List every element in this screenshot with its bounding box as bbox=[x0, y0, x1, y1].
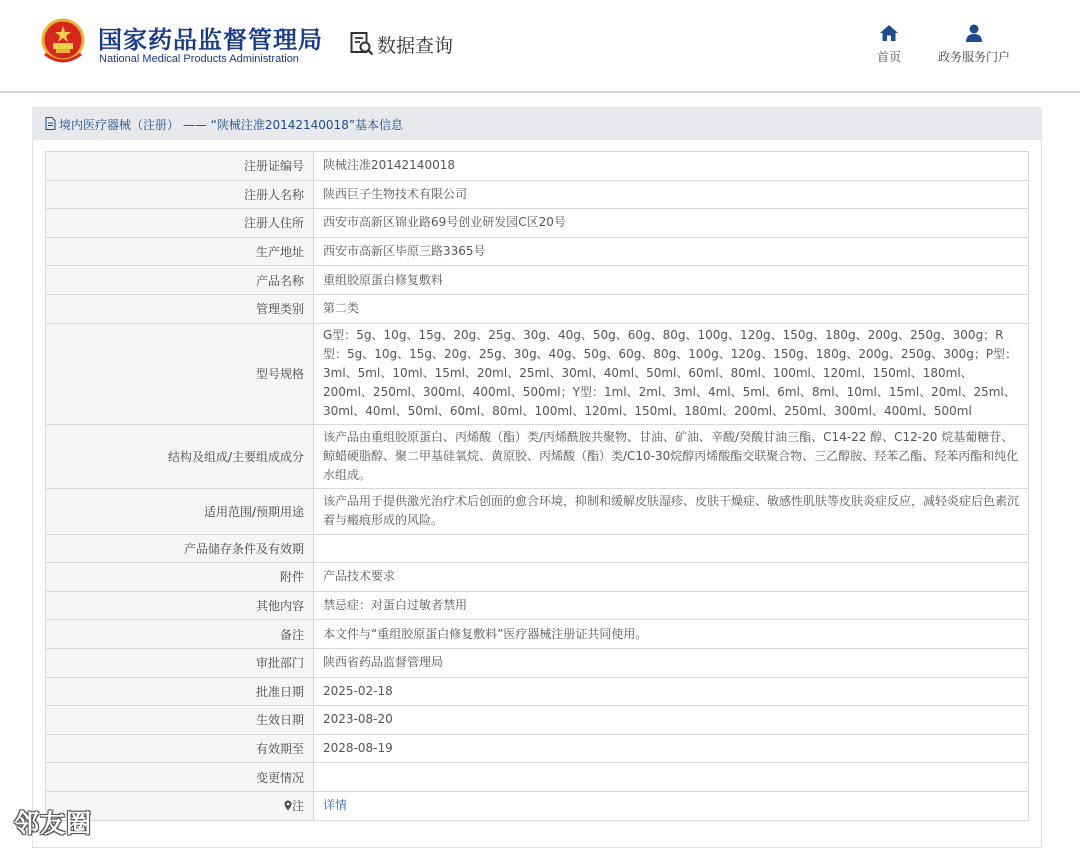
header-divider bbox=[0, 91, 1080, 93]
user-icon bbox=[964, 24, 984, 42]
row-value: 西安市高新区锦业路69号创业研发园C区20号 bbox=[314, 209, 1029, 238]
row-label: 产品名称 bbox=[46, 266, 314, 295]
row-value: G型：5g、10g、15g、20g、25g、30g、40g、50g、60g、80g、100g、120g、150g、180g、200g、250g、300g；R型：5g、10g、15g、20g、25g、30g、40g、50g、60g、80g、100g、120g、150g、180g、200g、250g、300g；P型：3ml、5ml、10ml、15ml、20ml、25ml、30ml、40ml、50ml、60ml、80ml、100ml、120ml、150ml、180ml、200ml、250ml、300ml、400ml、500ml；Y型：1ml、2ml、3ml、4ml、5ml、6ml、8ml、10ml、15ml、20ml、25ml、30ml、40ml、50ml、60ml、80ml、100ml、120ml、150ml、180ml、200ml、250ml、300ml、400ml、500ml bbox=[314, 323, 1029, 424]
table-row bbox=[46, 677, 1029, 706]
table-row bbox=[46, 563, 1029, 592]
row-label: 变更情况 bbox=[46, 763, 314, 792]
row-label: 产品储存条件及有效期 bbox=[46, 534, 314, 563]
site-header bbox=[0, 0, 1080, 92]
row-label: 型号规格 bbox=[46, 323, 314, 424]
row-value bbox=[314, 791, 1029, 820]
table-row bbox=[46, 591, 1029, 620]
row-value: 2023-08-20 bbox=[314, 706, 1029, 735]
data-query-icon bbox=[350, 31, 374, 57]
national-emblem-icon bbox=[40, 16, 86, 66]
row-value: 该产品由重组胶原蛋白、丙烯酸（酯）类/丙烯酰胺共聚物、甘油、矿油、辛酸/癸酸甘油三酯、C14-22 醇、C12-20 烷基葡糖苷、鲸蜡硬脂醇、聚二甲基硅氧烷、黄原胶、丙烯酸（酯）类/C10-30烷醇丙烯酸酯交联聚合物、三乙醇胺、羟苯乙酯、羟苯丙酯和纯化水组成。 bbox=[314, 424, 1029, 488]
table-row bbox=[46, 266, 1029, 295]
nav-home[interactable] bbox=[866, 24, 912, 65]
row-label: 其他内容 bbox=[46, 591, 314, 620]
row-value: 本文件与“重组胶原蛋白修复敷料”医疗器械注册证共同使用。 bbox=[314, 620, 1029, 649]
table-row bbox=[46, 237, 1029, 266]
home-icon bbox=[879, 24, 899, 42]
table-row bbox=[46, 648, 1029, 677]
location-pin-icon bbox=[284, 800, 292, 811]
site-name: 国家药品监督管理局 bbox=[98, 26, 323, 54]
nav-government-services-label: 政务服务门户 bbox=[937, 50, 1010, 64]
row-value: 产品技术要求 bbox=[314, 563, 1029, 592]
table-row bbox=[46, 294, 1029, 323]
table-row bbox=[46, 763, 1029, 792]
row-label: 备注 bbox=[46, 620, 314, 649]
table-row bbox=[46, 488, 1029, 534]
table-row bbox=[46, 620, 1029, 649]
row-label: 有效期至 bbox=[46, 734, 314, 763]
row-label: 生产地址 bbox=[46, 237, 314, 266]
watermark: 邻友圈 bbox=[14, 809, 93, 838]
registration-info-table bbox=[45, 151, 1029, 821]
note-label: 注 bbox=[291, 799, 304, 814]
table-row bbox=[46, 706, 1029, 735]
page-title-bar bbox=[32, 107, 1042, 140]
data-query-title: 数据查询 bbox=[377, 35, 454, 57]
table-row bbox=[46, 424, 1029, 488]
row-value bbox=[314, 763, 1029, 792]
table-row bbox=[46, 209, 1029, 238]
row-label: 注册人名称 bbox=[46, 180, 314, 209]
nav-home-label: 首页 bbox=[876, 50, 901, 64]
row-label: 附件 bbox=[46, 563, 314, 592]
row-label: 注册证编号 bbox=[46, 152, 314, 181]
table-row bbox=[46, 791, 1029, 820]
row-value: 该产品用于提供激光治疗术后创面的愈合环境，抑制和缓解皮肤湿疹、皮肤干燥症、敏感性肌肤等皮肤炎症反应，减轻炎症后色素沉着与瘢痕形成的风险。 bbox=[314, 488, 1029, 534]
table-row bbox=[46, 152, 1029, 181]
table-row bbox=[46, 534, 1029, 563]
row-label: 批准日期 bbox=[46, 677, 314, 706]
row-value: 第二类 bbox=[314, 294, 1029, 323]
row-label: 注册人住所 bbox=[46, 209, 314, 238]
row-label: 审批部门 bbox=[46, 648, 314, 677]
row-value bbox=[314, 534, 1029, 563]
row-value: 2025-02-18 bbox=[314, 677, 1029, 706]
row-label: 生效日期 bbox=[46, 706, 314, 735]
document-icon bbox=[45, 117, 56, 130]
row-value: 陕西省药品监督管理局 bbox=[314, 648, 1029, 677]
table-row bbox=[46, 734, 1029, 763]
row-label: 管理类别 bbox=[46, 294, 314, 323]
row-label: 适用范围/预期用途 bbox=[46, 488, 314, 534]
table-row bbox=[46, 180, 1029, 209]
row-value: 陕西巨子生物技术有限公司 bbox=[314, 180, 1029, 209]
row-value: 陕械注准20142140018 bbox=[314, 152, 1029, 181]
row-value: 重组胶原蛋白修复敷料 bbox=[314, 266, 1029, 295]
page-title: 境内医疗器械（注册） —— “陕械注准20142140018”基本信息 bbox=[59, 118, 404, 132]
nav-government-services[interactable] bbox=[928, 24, 1020, 65]
row-value: 禁忌症：对蛋白过敏者禁用 bbox=[314, 591, 1029, 620]
row-value: 2028-08-19 bbox=[314, 734, 1029, 763]
table-row bbox=[46, 323, 1029, 424]
row-label: 结构及组成/主要组成成分 bbox=[46, 424, 314, 488]
details-link[interactable]: 详情 bbox=[323, 798, 348, 813]
site-name-en: National Medical Products Administration bbox=[99, 53, 299, 65]
row-value: 西安市高新区毕原三路3365号 bbox=[314, 237, 1029, 266]
